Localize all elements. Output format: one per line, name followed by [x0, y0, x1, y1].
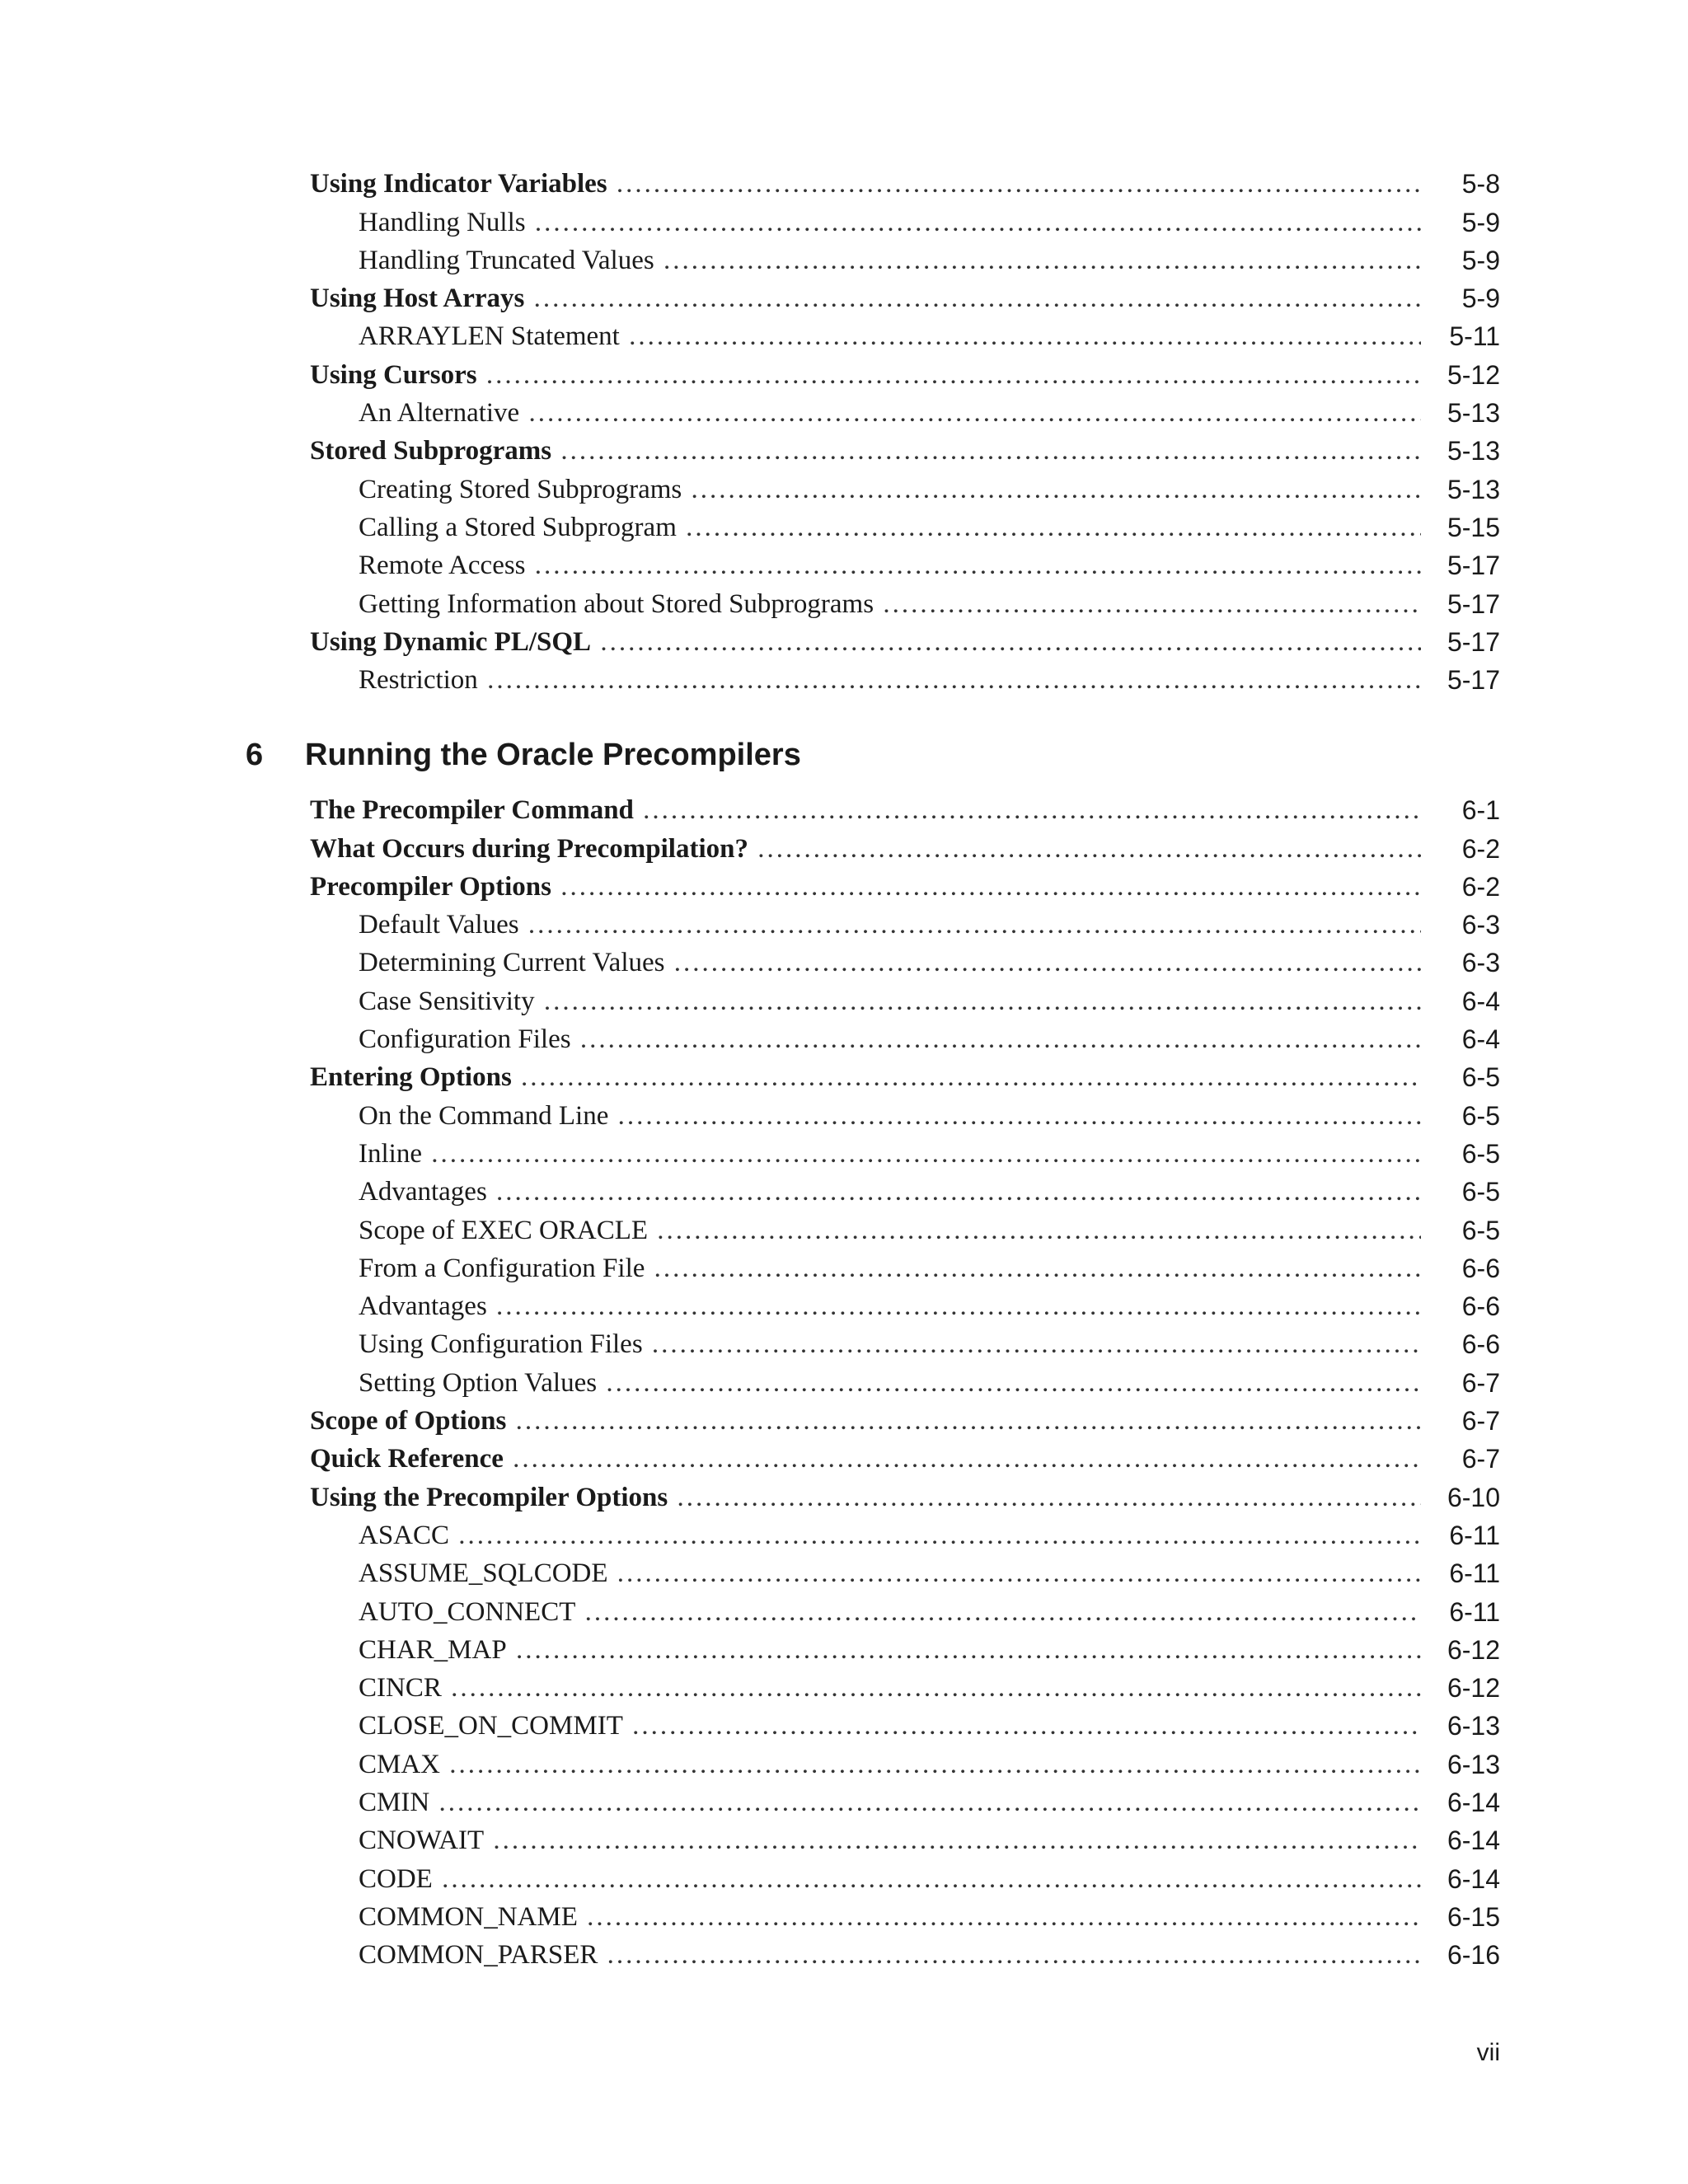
toc-entry-leader-line	[310, 436, 1421, 466]
toc-entry-page-number: 6-5	[1461, 1215, 1500, 1245]
toc-entry-page-number: 5-8	[1461, 169, 1500, 199]
toc-entry-leader-line	[310, 1444, 1421, 1474]
toc-entry-subheading[interactable]	[310, 1024, 1500, 1062]
toc-entry-page-number: 5-11	[1449, 321, 1500, 352]
toc-entry-title: Using Indicator Variables	[310, 169, 607, 199]
toc-entry-title: ASSUME_SQLCODE	[359, 1558, 608, 1589]
toc-entry-subheading[interactable]	[310, 588, 1500, 626]
toc-entry-subheading[interactable]	[310, 245, 1500, 283]
toc-entry-page-number: 6-13	[1447, 1711, 1500, 1741]
toc-entry-page-number: 5-9	[1461, 207, 1500, 237]
toc-entry-leader-line	[359, 1101, 1421, 1132]
toc-entry-title: Using Dynamic PL/SQL	[310, 626, 592, 657]
toc-entry-subheading[interactable]	[310, 1253, 1500, 1291]
toc-entry-leader-line	[359, 1291, 1421, 1322]
toc-entry-subheading[interactable]	[310, 1099, 1500, 1137]
toc-entry-page-number: 6-4	[1461, 1024, 1500, 1055]
toc-entry-page-number: 6-1	[1461, 795, 1500, 826]
toc-entry-title: Getting Information about Stored Subprograms	[359, 588, 874, 619]
toc-entry-title: Quick Reference	[310, 1444, 504, 1474]
toc-entry-subheading[interactable]	[310, 985, 1500, 1023]
toc-entry-title: Default Values	[359, 910, 519, 940]
toc-entry-subheading[interactable]	[310, 1558, 1500, 1596]
toc-entry-leader-line	[359, 1788, 1421, 1818]
toc-entry-page-number: 5-17	[1447, 665, 1500, 696]
toc-entry-subheading[interactable]	[310, 1939, 1500, 1977]
toc-entry-leader-line	[359, 910, 1421, 940]
toc-entry-leader-line	[310, 169, 1421, 199]
toc-entry-leader-line	[359, 665, 1421, 696]
toc-entry-page-number: 6-7	[1461, 1367, 1500, 1398]
toc-entry-subheading[interactable]	[310, 1672, 1500, 1710]
toc-entry-subheading[interactable]	[310, 321, 1500, 359]
toc-entry-leader-line	[359, 1254, 1421, 1284]
toc-entry-heading[interactable]	[310, 626, 1500, 664]
toc-entry-subheading[interactable]	[310, 1176, 1500, 1214]
toc-entry-leader-line	[310, 795, 1421, 826]
toc-section-5-continued	[310, 168, 1500, 702]
toc-entry-leader-line	[359, 1139, 1421, 1169]
toc-entry-leader-line	[310, 627, 1421, 658]
toc-entry-subheading[interactable]	[310, 1214, 1500, 1252]
toc-entry-title: CNOWAIT	[359, 1825, 485, 1856]
toc-entry-subheading[interactable]	[310, 909, 1500, 947]
toc-entry-leader-line	[359, 589, 1421, 620]
toc-entry-subheading[interactable]	[310, 512, 1500, 550]
toc-entry-title: What Occurs during Precompilation?	[310, 833, 748, 864]
toc-entry-subheading[interactable]	[310, 206, 1500, 244]
toc-entry-title: On the Command Line	[359, 1100, 609, 1131]
toc-entry-title: COMMON_PARSER	[359, 1940, 598, 1971]
toc-entry-leader-line	[359, 551, 1421, 581]
toc-entry-subheading[interactable]	[310, 1710, 1500, 1748]
toc-entry-leader-line	[310, 360, 1421, 391]
toc-entry-page-number: 5-17	[1447, 588, 1500, 619]
toc-entry-leader-line	[359, 1940, 1421, 1971]
toc-entry-title: Precompiler Options	[310, 871, 552, 902]
toc-entry-title: From a Configuration File	[359, 1253, 645, 1283]
toc-entry-leader-line	[359, 246, 1421, 276]
toc-entry-title: Inline	[359, 1138, 422, 1169]
toc-entry-subheading[interactable]	[310, 1901, 1500, 1939]
toc-entry-title: Remote Access	[359, 551, 526, 581]
toc-entry-page-number: 5-13	[1447, 436, 1500, 466]
toc-entry-subheading[interactable]	[310, 1596, 1500, 1633]
toc-entry-page-number: 6-5	[1461, 1100, 1500, 1131]
toc-entry-heading[interactable]	[310, 168, 1500, 206]
toc-entry-leader-line	[359, 1635, 1421, 1666]
toc-entry-leader-line	[359, 1558, 1421, 1589]
toc-entry-title: ARRAYLEN Statement	[359, 321, 620, 352]
toc-entry-heading[interactable]	[310, 359, 1500, 396]
toc-entry-page-number: 6-3	[1461, 910, 1500, 940]
toc-entry-page-number: 6-6	[1461, 1253, 1500, 1283]
toc-chapter-6	[310, 794, 1500, 1977]
toc-entry-page-number: 6-14	[1447, 1788, 1500, 1818]
toc-entry-subheading[interactable]	[310, 1825, 1500, 1863]
toc-entry-title: Entering Options	[310, 1062, 512, 1093]
toc-entry-leader-line	[359, 948, 1421, 978]
toc-entry-page-number: 6-11	[1449, 1520, 1500, 1550]
toc-entry-page-number: 5-17	[1447, 551, 1500, 581]
toc-entry-leader-line	[359, 1024, 1421, 1055]
toc-entry-subheading[interactable]	[310, 1748, 1500, 1786]
toc-entry-leader-line	[359, 398, 1421, 429]
toc-entry-page-number: 6-15	[1447, 1901, 1500, 1932]
toc-entry-page-number: 6-4	[1461, 986, 1500, 1016]
toc-entry-subheading[interactable]	[310, 1138, 1500, 1176]
toc-entry-subheading[interactable]	[310, 1329, 1500, 1366]
toc-entry-title: CINCR	[359, 1673, 442, 1704]
toc-entry-title: Advantages	[359, 1291, 487, 1322]
toc-entry-leader-line	[359, 987, 1421, 1017]
toc-entry-title: Setting Option Values	[359, 1367, 598, 1398]
toc-entry-leader-line	[310, 1483, 1421, 1513]
toc-entry-page-number: 6-6	[1461, 1291, 1500, 1322]
toc-entry-leader-line	[359, 1673, 1421, 1704]
toc-entry-page-number: 6-12	[1447, 1673, 1500, 1704]
toc-entry-page-number: 6-12	[1447, 1634, 1500, 1665]
toc-entry-title: Handling Nulls	[359, 207, 526, 237]
chapter-title: Running the Oracle Precompilers	[305, 738, 801, 772]
toc-entry-page-number: 6-14	[1447, 1825, 1500, 1856]
toc-entry-leader-line	[359, 1750, 1421, 1780]
toc-entry-title: Calling a Stored Subprogram	[359, 512, 677, 542]
toc-entry-heading[interactable]	[310, 435, 1500, 473]
toc-entry-leader-line	[359, 513, 1421, 543]
toc-entry-page-number: 5-17	[1447, 626, 1500, 657]
toc-entry-title: CHAR_MAP	[359, 1634, 507, 1665]
toc-entry-leader-line	[310, 1062, 1421, 1093]
toc-entry-title: CMIN	[359, 1788, 430, 1818]
toc-entry-heading[interactable]	[310, 794, 1500, 832]
toc-entry-title: Restriction	[359, 665, 478, 696]
toc-entry-title: Configuration Files	[359, 1024, 571, 1055]
toc-entry-subheading[interactable]	[310, 1787, 1500, 1825]
toc-entry-page-number: 6-11	[1449, 1596, 1500, 1627]
toc-entry-leader-line	[310, 872, 1421, 902]
chapter-number: 6	[246, 738, 264, 772]
toc-entry-page-number: 5-9	[1461, 245, 1500, 275]
toc-entry-title: AUTO_CONNECT	[359, 1596, 576, 1627]
toc-entry-leader-line	[359, 1216, 1421, 1246]
toc-entry-title: Handling Truncated Values	[359, 245, 654, 275]
toc-entry-leader-line	[359, 1711, 1421, 1741]
toc-entry-title: CMAX	[359, 1749, 441, 1779]
toc-entry-title: Using Cursors	[310, 359, 477, 390]
toc-entry-title: Using Configuration Files	[359, 1329, 643, 1360]
toc-entry-leader-line	[359, 1521, 1421, 1551]
toc-entry-leader-line	[359, 321, 1421, 352]
toc-entry-subheading[interactable]	[310, 947, 1500, 985]
toc-entry-heading[interactable]	[310, 1405, 1500, 1443]
toc-entry-subheading[interactable]	[310, 1863, 1500, 1900]
toc-entry-title: The Precompiler Command	[310, 795, 634, 826]
toc-entry-page-number: 6-11	[1449, 1558, 1500, 1589]
toc-entry-heading[interactable]	[310, 283, 1500, 321]
toc-entry-page-number: 5-9	[1461, 284, 1500, 314]
toc-entry-page-number: 6-5	[1461, 1138, 1500, 1169]
toc-entry-subheading[interactable]	[310, 1634, 1500, 1672]
toc-entry-page-number: 6-7	[1461, 1406, 1500, 1436]
toc-entry-title: An Alternative	[359, 398, 520, 429]
toc-entry-title: CODE	[359, 1863, 433, 1894]
toc-entry-page-number: 5-15	[1447, 512, 1500, 542]
toc-entry-heading[interactable]	[310, 1443, 1500, 1481]
toc-entry-page-number: 6-10	[1447, 1482, 1500, 1512]
toc-entry-page-number: 6-7	[1461, 1444, 1500, 1474]
toc-entry-heading[interactable]	[310, 871, 1500, 909]
toc-entry-leader-line	[310, 284, 1421, 314]
toc-entry-page-number: 5-13	[1447, 474, 1500, 504]
toc-entry-title: ASACC	[359, 1520, 450, 1550]
toc-entry-title: Determining Current Values	[359, 948, 665, 978]
toc-entry-title: Case Sensitivity	[359, 986, 535, 1016]
toc-entry-subheading[interactable]	[310, 1520, 1500, 1558]
toc-entry-leader-line	[359, 208, 1421, 238]
toc-entry-subheading[interactable]	[310, 1366, 1500, 1404]
toc-entry-leader-line	[359, 475, 1421, 505]
toc-entry-leader-line	[359, 1597, 1421, 1628]
toc-entry-leader-line	[359, 1864, 1421, 1895]
toc-entry-page-number: 6-6	[1461, 1329, 1500, 1360]
toc-entry-page-number: 6-5	[1461, 1062, 1500, 1093]
toc-entry-title: Scope of Options	[310, 1406, 507, 1436]
toc-entry-page-number: 6-16	[1447, 1940, 1500, 1971]
toc-entry-leader-line	[310, 834, 1421, 865]
toc-entry-leader-line	[359, 1368, 1421, 1399]
toc-entry-subheading[interactable]	[310, 1291, 1500, 1329]
toc-entry-title: Using Host Arrays	[310, 284, 525, 314]
toc-entry-heading[interactable]	[310, 832, 1500, 870]
toc-entry-page-number: 6-13	[1447, 1749, 1500, 1779]
toc-entry-page-number: 6-2	[1461, 833, 1500, 864]
toc-entry-heading[interactable]	[310, 1062, 1500, 1099]
toc-entry-leader-line	[359, 1329, 1421, 1360]
toc-entry-leader-line	[359, 1825, 1421, 1856]
toc-entry-leader-line	[359, 1902, 1421, 1933]
toc-entry-subheading[interactable]	[310, 550, 1500, 588]
toc-entry-page-number: 6-5	[1461, 1177, 1500, 1207]
toc-entry-title: Advantages	[359, 1177, 487, 1207]
toc-entry-leader-line	[310, 1406, 1421, 1436]
toc-entry-heading[interactable]	[310, 1481, 1500, 1519]
toc-entry-page-number: 5-12	[1447, 359, 1500, 390]
toc-entry-page-number: 6-14	[1447, 1863, 1500, 1894]
toc-entry-page-number: 5-13	[1447, 398, 1500, 429]
toc-entry-subheading[interactable]	[310, 664, 1500, 702]
toc-entry-title: Stored Subprograms	[310, 436, 552, 466]
toc-entry-page-number: 6-3	[1461, 948, 1500, 978]
toc-entry-subheading[interactable]	[310, 397, 1500, 435]
toc-entry-leader-line	[359, 1177, 1421, 1207]
toc-entry-page-number: 6-2	[1461, 871, 1500, 902]
page-number-folio: vii	[1476, 2039, 1500, 2066]
toc-entry-title: Creating Stored Subprograms	[359, 474, 682, 504]
toc-entry-subheading[interactable]	[310, 473, 1500, 511]
toc-entry-title: Scope of EXEC ORACLE	[359, 1215, 649, 1245]
toc-entry-title: COMMON_NAME	[359, 1901, 578, 1932]
toc-entry-title: CLOSE_ON_COMMIT	[359, 1711, 623, 1741]
toc-entry-title: Using the Precompiler Options	[310, 1482, 668, 1512]
